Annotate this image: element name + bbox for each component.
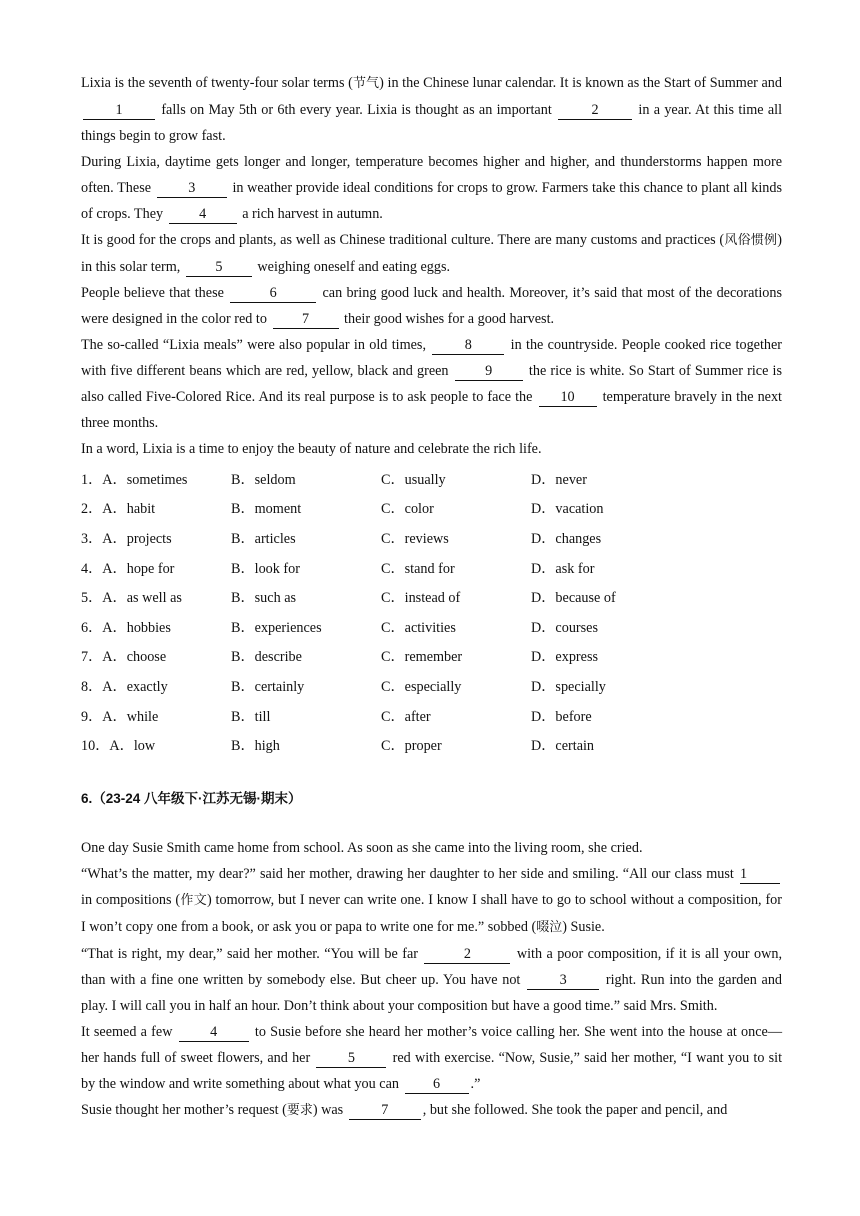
passage2-paragraph-2: “What’s the matter, my dear?” said her mother, drawing her daughter to her side and smiling. “All our class must 1 in compositions (作文) tomorrow, but I never can write one. I know I shall have to go to school without a composition, for I won’t copy one from a book, or ask you or papa to write one for me.” sobbed (啜泣) Susie.: [81, 865, 782, 935]
option-a: A．choose: [102, 649, 167, 666]
option-d: D．express: [531, 649, 598, 666]
option-b: B．describe: [231, 649, 302, 666]
option-b: B．look for: [231, 560, 300, 577]
question-row-10: [81, 730, 782, 760]
option-a: A．as well as: [102, 590, 182, 607]
passage1-paragraph-6: In a word, Lixia is a time to enjoy the beauty of nature and celebrate the rich life.: [81, 441, 542, 457]
answer-options: [81, 464, 782, 760]
option-c: C．especially: [381, 678, 462, 695]
question-row-4: [81, 553, 782, 583]
passage2-paragraph-5: Susie thought her mother’s request (要求) was 7 , but she followed. She took the paper and pencil, and: [81, 1101, 728, 1118]
question-number: 2．: [81, 501, 103, 518]
option-d: D．changes: [531, 530, 602, 547]
passage1-paragraph-5: The so-called “Lixia meals” were also popular in old times, 8 in the countryside. People cooked rice together with five different beans which are red, yellow, black and green 9 the rice is white. So Start of Summer rice is also called Five-Colored Rice. And its real purpose is to ask people to face the 10 temperature bravely in the next three months.: [81, 337, 783, 431]
question-number: 5．: [81, 590, 103, 607]
option-c: C．proper: [381, 738, 442, 755]
question-row-6: [81, 612, 782, 642]
blank-1: 1: [83, 102, 155, 120]
question-row-1: [81, 464, 782, 494]
question-number: 10．: [81, 738, 110, 755]
blank-6: 6: [405, 1076, 469, 1094]
blank-9: 9: [455, 363, 523, 381]
question-number: 1．: [81, 471, 103, 488]
blank-5: 5: [316, 1050, 386, 1068]
blank-2: 2: [558, 102, 632, 120]
option-a: A．habit: [102, 501, 156, 518]
option-b: B．moment: [231, 501, 302, 518]
option-a: A．hope for: [102, 560, 175, 577]
option-c: C．after: [381, 708, 431, 725]
option-d: D．certain: [531, 738, 595, 755]
question-number: 6．: [81, 619, 103, 636]
option-b: B．such as: [231, 590, 297, 607]
option-c: C．usually: [381, 471, 446, 488]
section-6-heading: 6.（23-24 八年级下·江苏无锡·期末）: [81, 790, 302, 806]
blank-3: 3: [527, 972, 599, 990]
option-d: D．never: [531, 471, 587, 488]
option-b: B．high: [231, 738, 280, 755]
option-d: D．ask for: [531, 560, 595, 577]
option-a: A．hobbies: [102, 619, 171, 636]
option-c: C．remember: [381, 649, 463, 666]
option-c: C．instead of: [381, 590, 461, 607]
document-page: [81, 70, 782, 1124]
option-b: B．certainly: [231, 678, 305, 695]
passage1-paragraph-1: Lixia is the seventh of twenty-four solar terms (节气) in the Chinese lunar calendar. It is known as the Start of Summer and 1 falls on May 5th or 6th every year. Lixia is thought as an important 2 in a year. At this time all things begin to grow fast.: [81, 75, 783, 144]
option-b: B．experiences: [231, 619, 322, 636]
option-a: A．low: [109, 738, 156, 755]
question-row-9: [81, 701, 782, 731]
blank-3: 3: [157, 180, 227, 198]
question-row-3: [81, 523, 782, 553]
question-number: 9．: [81, 708, 103, 725]
question-number: 8．: [81, 678, 103, 695]
passage2-paragraph-4: It seemed a few 4 to Susie before she heard her mother’s voice calling her. She went into the house at once—her hands full of sweet flowers, and her 5 red with exercise. “Now, Susie,” said her mother, “I want you to sit by the window and write something about what you can 6 .”: [81, 1023, 783, 1092]
question-row-5: [81, 582, 782, 612]
option-d: D．vacation: [531, 501, 604, 518]
blank-1: 1: [740, 866, 780, 884]
option-a: A．while: [102, 708, 159, 725]
option-d: D．because of: [531, 590, 616, 607]
passage1-paragraph-4: People believe that these 6 can bring good luck and health. Moreover, it’s said that most of the decorations were designed in the color red to 7 their good wishes for a good harvest.: [81, 285, 782, 327]
option-c: C．stand for: [381, 560, 455, 577]
option-b: B．till: [231, 708, 271, 725]
option-a: A．projects: [102, 530, 172, 547]
option-d: D．specially: [531, 678, 606, 695]
option-a: A．sometimes: [102, 471, 188, 488]
option-c: C．color: [381, 501, 434, 518]
option-c: C．activities: [381, 619, 456, 636]
blank-5: 5: [186, 259, 252, 277]
question-row-8: [81, 671, 782, 701]
question-row-2: [81, 494, 782, 524]
blank-7: 7: [349, 1102, 421, 1120]
question-number: 4．: [81, 560, 103, 577]
option-a: A．exactly: [102, 678, 168, 695]
blank-7: 7: [273, 311, 339, 329]
option-b: B．articles: [231, 530, 296, 547]
blank-2: 2: [424, 946, 510, 964]
blank-8: 8: [432, 337, 504, 355]
blank-4: 4: [169, 206, 237, 224]
question-row-7: [81, 642, 782, 672]
passage2-paragraph-1: One day Susie Smith came home from school. As soon as she came into the living room, she cried.: [81, 839, 643, 856]
question-number: 7．: [81, 649, 103, 666]
blank-6: 6: [230, 285, 316, 303]
blank-10: 10: [539, 389, 597, 407]
question-number: 3．: [81, 530, 103, 547]
passage1-paragraph-2: During Lixia, daytime gets longer and longer, temperature becomes higher and higher, and thunderstorms happen more often. These 3 in weather provide ideal conditions for crops to grow. Farmers take this chance to plant all kinds of crops. They 4 a rich harvest in autumn.: [81, 154, 783, 222]
blank-4: 4: [179, 1024, 249, 1042]
option-d: D．before: [531, 708, 592, 725]
option-d: D．courses: [531, 619, 598, 636]
option-b: B．seldom: [231, 471, 296, 488]
passage1-paragraph-3: It is good for the crops and plants, as well as Chinese traditional culture. There are many customs and practices (风俗惯例) in this solar term, 5 weighing oneself and eating eggs.: [81, 232, 782, 275]
passage2-paragraph-3: “That is right, my dear,” said her mother. “You will be far 2 with a poor composition, if it is all your own, than with a fine one written by somebody else. But cheer up. You have not 3 right. Run into the garden and play. I will call you in half an hour. Don’t think about your composition but have a good time.” said Mrs. Smith.: [81, 945, 783, 1014]
option-c: C．reviews: [381, 530, 449, 547]
